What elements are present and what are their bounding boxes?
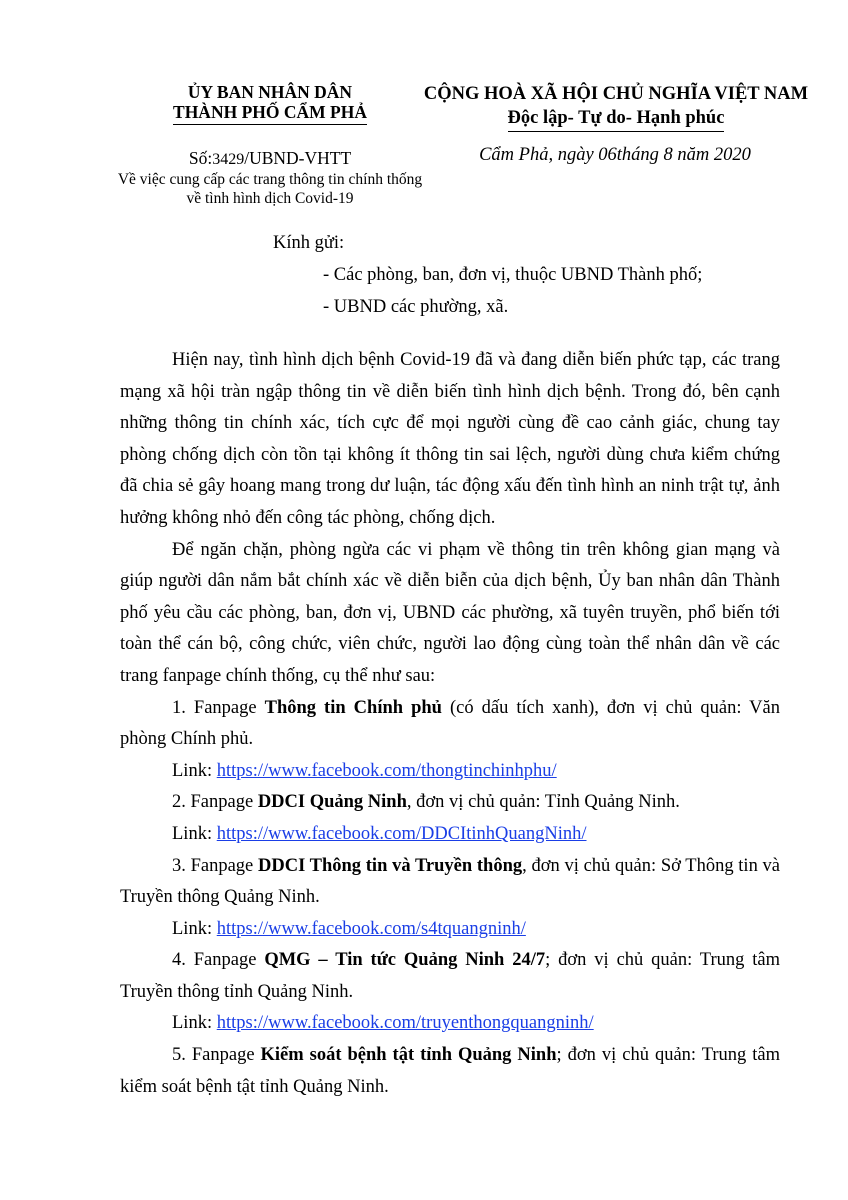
fanpage-link-4[interactable]: https://www.facebook.com/truyenthongquangninh/: [216, 1013, 594, 1034]
fanpage-item-4: 4. Fanpage QMG – Tin tức Quảng Ninh 24/7; đơn vị chủ quản: Trung tâm Truyền thông tỉnh Quảng Ninh.: [120, 950, 780, 1002]
fanpage-name: Kiểm soát bệnh tật tỉnh Quảng Ninh: [260, 1045, 557, 1066]
fanpage-item-2: 2. Fanpage DDCI Quảng Ninh, đơn vị chủ quản: Tỉnh Quảng Ninh.: [172, 792, 680, 813]
national-motto: [410, 82, 822, 132]
fanpage-link-1[interactable]: https://www.facebook.com/thongtinchinhphu/: [216, 760, 557, 781]
motto: Độc lập- Tự do- Hạnh phúc: [508, 106, 725, 132]
document-body: [120, 345, 780, 1103]
paragraph-1: Hiện nay, tình hình dịch bệnh Covid-19 đã và đang diễn biến phức tạp, các trang mạng xã hội tràn ngập thông tin về diễn biến tình hình dịch bệnh. Trong đó, bên cạnh những thông tin chính xác, tích cực để mọi người cùng đề cao cảnh giác, chung tay phòng chống dịch còn tồn tại không ít thông tin sai lệch, người dùng chưa kiểm chứng đã chia sẻ gây hoang mang trong dư luận, tác động xấu đến tình hình an ninh trật tự, ảnh hưởng không nhỏ đến công tác phòng, chống dịch.: [120, 350, 780, 528]
fanpage-link-row-2: Link: https://www.facebook.com/DDCItinhQuangNinh/: [172, 823, 587, 844]
recipient-2: - UBND các phường, xã.: [323, 297, 509, 317]
fanpage-link-2[interactable]: https://www.facebook.com/DDCItinhQuangNinh/: [216, 823, 587, 844]
fanpage-name: DDCI Thông tin và Truyền thông: [257, 855, 523, 876]
fanpage-link-row-3: Link: https://www.facebook.com/s4tquangninh/: [172, 918, 526, 939]
fanpage-link-row-4: Link: https://www.facebook.com/truyenthongquangninh/: [172, 1013, 594, 1034]
fanpage-name: Thông tin Chính phủ: [264, 697, 442, 718]
greeting: Kính gửi:: [273, 233, 345, 253]
authority-line-2: THÀNH PHỐ CẨM PHẢ: [173, 102, 367, 125]
fanpage-name: DDCI Quảng Ninh: [257, 792, 407, 813]
fanpage-item-3: 3. Fanpage DDCI Thông tin và Truyền thông, đơn vị chủ quản: Sở Thông tin và Truyền thông Quảng Ninh.: [120, 855, 780, 908]
document-number: Số:3429/UBND-VHTT: [188, 148, 352, 168]
fanpage-link-3[interactable]: https://www.facebook.com/s4tquangninh/: [216, 918, 526, 939]
nation-name: CỘNG HOÀ XÃ HỘI CHỦ NGHĨA VIỆT NAM: [423, 84, 809, 104]
paragraph-2: Để ngăn chặn, phòng ngừa các vi phạm về thông tin trên không gian mạng và giúp người dân nắm bắt chính xác về diễn biễn của dịch bệnh, Ủy ban nhân dân Thành phố yêu cầu các phòng, ban, đơn vị, UBND các phường, xã tuyên truyền, phổ biến tới toàn thể cán bộ, công chức, viên chức, người lao động cùng toàn thể nhân dân về các trang fanpage chính thống, cụ thể như sau:: [120, 539, 780, 686]
issuing-authority: [140, 82, 400, 125]
authority-line-1: ỦY BAN NHÂN DÂN: [187, 82, 353, 102]
document-subject: Về việc cung cấp các trang thông tin chính thống về tình hình dịch Covid-19: [117, 171, 423, 207]
recipient-1: - Các phòng, ban, đơn vị, thuộc UBND Thành phố;: [323, 265, 703, 285]
place-date: Cẩm Phả, ngày 06tháng 8 năm 2020: [479, 145, 751, 165]
document-number-value: 3429: [212, 151, 245, 168]
fanpage-name: QMG – Tin tức Quảng Ninh 24/7: [264, 950, 546, 971]
fanpage-link-row-1: Link: https://www.facebook.com/thongtinchinhphu/: [172, 760, 557, 781]
fanpage-item-1: 1. Fanpage Thông tin Chính phủ (có dấu tích xanh), đơn vị chủ quản: Văn phòng Chính phủ.: [120, 697, 780, 750]
fanpage-item-5: 5. Fanpage Kiểm soát bệnh tật tỉnh Quảng Ninh; đơn vị chủ quản: Trung tâm kiểm soát bệnh tật tỉnh Quảng Ninh.: [120, 1045, 780, 1097]
